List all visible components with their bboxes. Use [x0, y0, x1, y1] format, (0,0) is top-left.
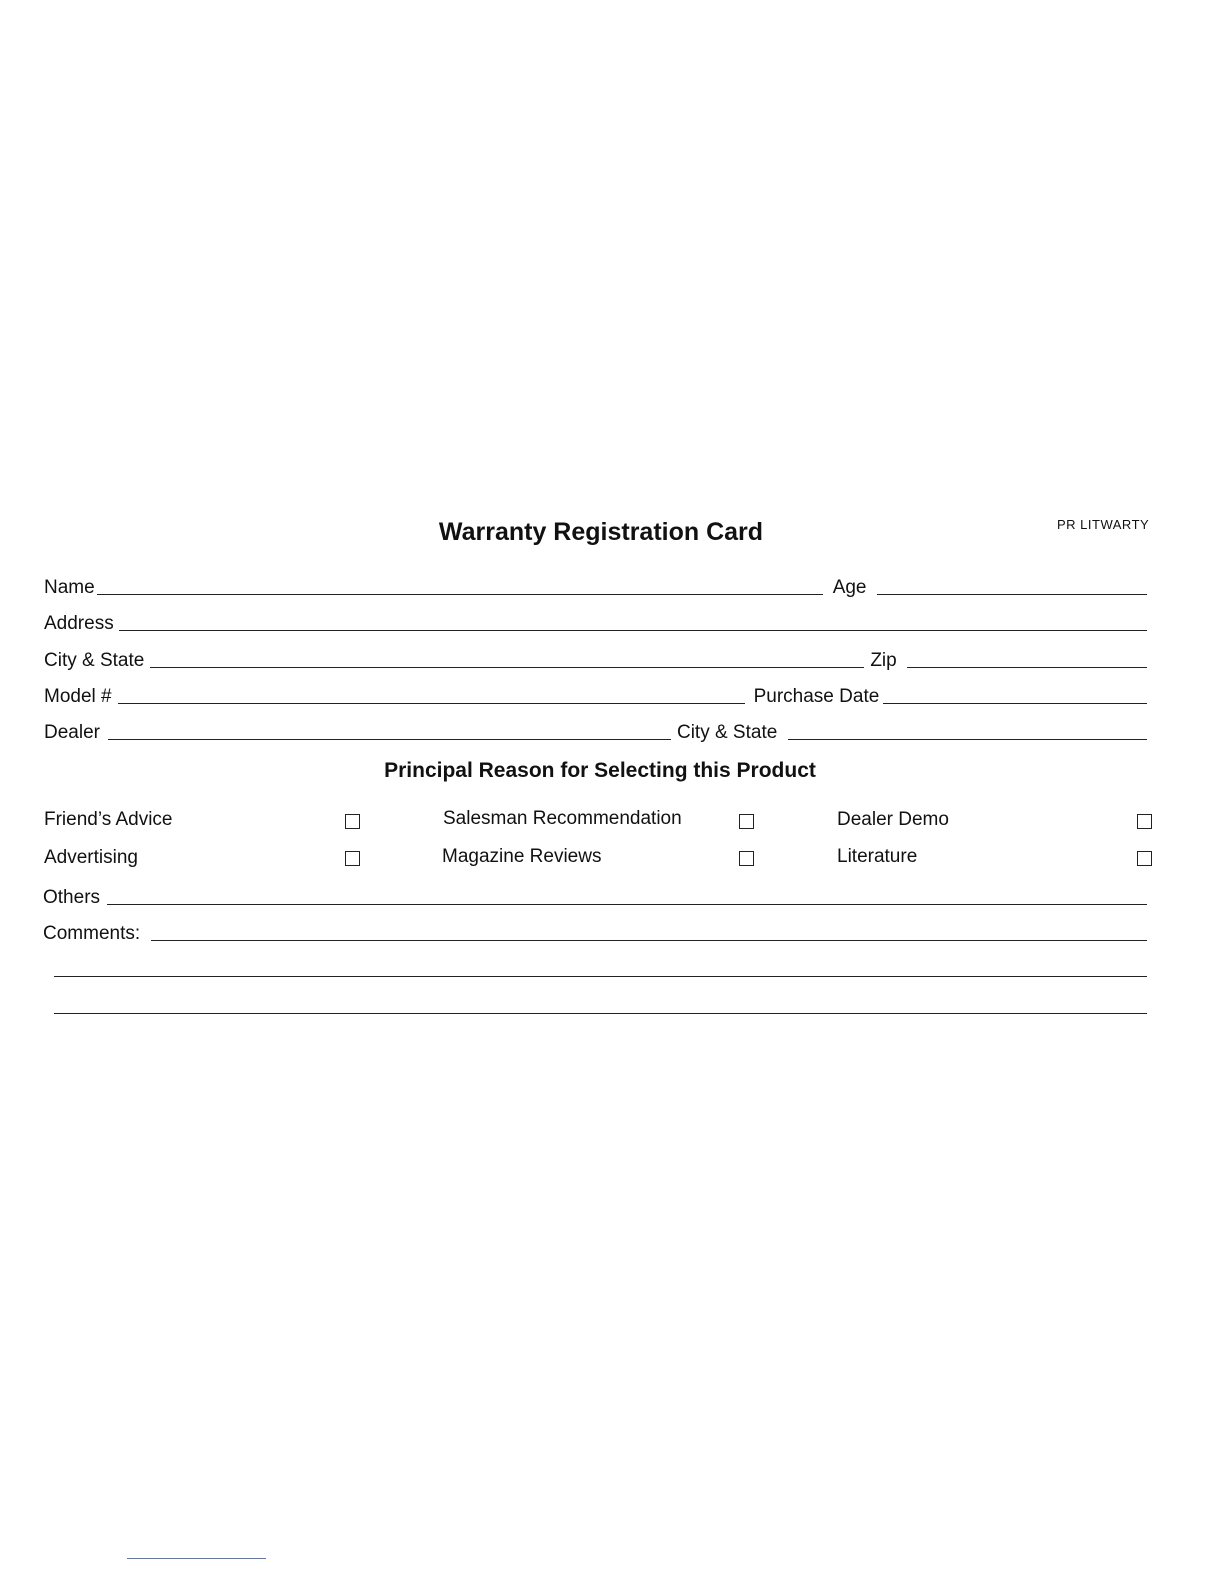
others-label: Others	[43, 887, 101, 908]
salesman-recommendation-label: Salesman Recommendation	[443, 808, 682, 829]
age-field[interactable]	[877, 594, 1148, 595]
others-field[interactable]	[107, 904, 1147, 905]
name-field[interactable]	[97, 594, 823, 595]
model-purchase-row	[44, 681, 1147, 707]
address-label: Address	[44, 613, 114, 634]
age-label: Age	[832, 577, 867, 598]
address-field[interactable]	[119, 630, 1147, 631]
zip-field[interactable]	[907, 667, 1147, 668]
city-state-label: City & State	[44, 650, 145, 671]
dealer-row	[44, 717, 1147, 743]
purchase-date-label: Purchase Date	[753, 686, 880, 707]
salesman-recommendation-checkbox[interactable]	[739, 814, 754, 829]
city-zip-row	[44, 645, 1147, 671]
dealer-label: Dealer	[44, 722, 100, 743]
dealer-demo-checkbox[interactable]	[1137, 814, 1152, 829]
comments-field[interactable]	[151, 940, 1147, 941]
model-field[interactable]	[118, 703, 745, 704]
form-code: PR LITWARTY	[1057, 517, 1150, 532]
advertising-label: Advertising	[44, 847, 138, 868]
magazine-reviews-checkbox[interactable]	[739, 851, 754, 866]
friends-advice-label: Friend’s Advice	[44, 809, 173, 830]
magazine-reviews-label: Magazine Reviews	[442, 846, 602, 867]
reason-heading: Principal Reason for Selecting this Product	[384, 759, 816, 782]
purchase-date-field[interactable]	[883, 703, 1147, 704]
dealer-demo-label: Dealer Demo	[837, 809, 949, 830]
others-row	[43, 882, 1147, 908]
name-age-row	[44, 572, 1147, 598]
advertising-checkbox[interactable]	[345, 851, 360, 866]
dealer-city-state-label: City & State	[676, 722, 778, 743]
dealer-field[interactable]	[108, 739, 671, 740]
literature-checkbox[interactable]	[1137, 851, 1152, 866]
address-row	[44, 608, 1147, 634]
zip-label: Zip	[870, 650, 897, 671]
friends-advice-checkbox[interactable]	[345, 814, 360, 829]
literature-label: Literature	[837, 846, 918, 867]
form-title: Warranty Registration Card	[438, 518, 764, 546]
model-label: Model #	[44, 686, 112, 707]
comments-label: Comments:	[43, 923, 141, 944]
footer-divider	[127, 1558, 266, 1559]
comments-line-2[interactable]	[54, 976, 1147, 977]
name-label: Name	[44, 577, 95, 598]
dealer-city-state-field[interactable]	[788, 739, 1147, 740]
city-state-field[interactable]	[150, 667, 864, 668]
comments-line-3[interactable]	[54, 1013, 1147, 1014]
comments-row	[43, 918, 1147, 944]
